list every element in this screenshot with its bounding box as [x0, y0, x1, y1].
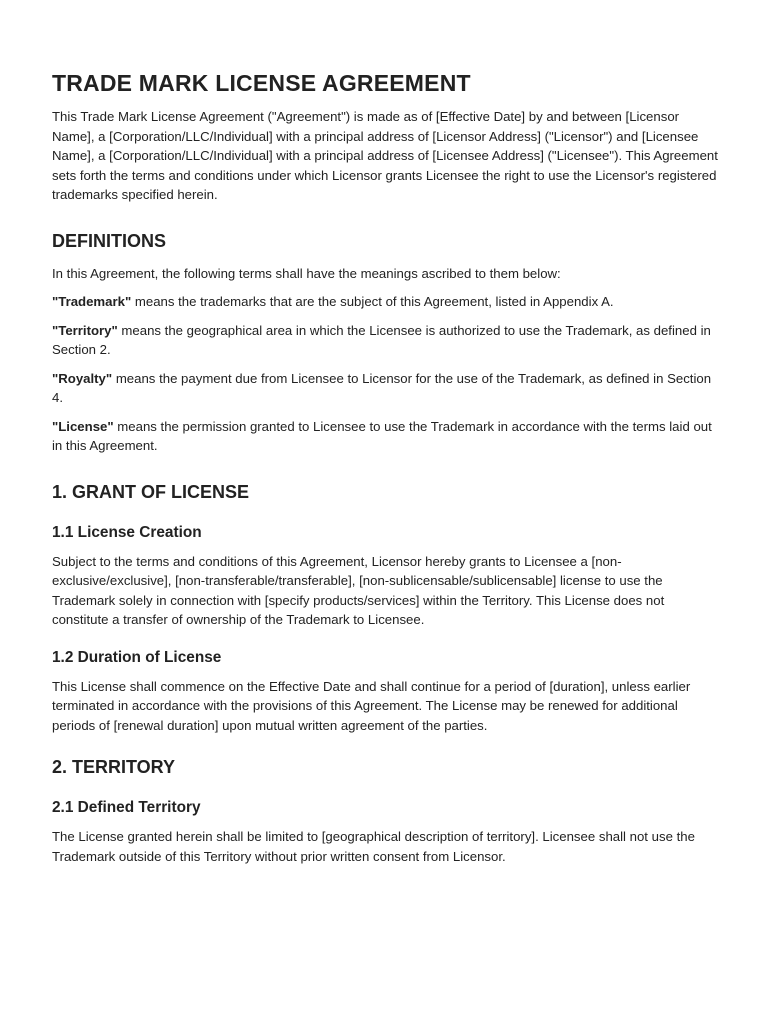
definition-trademark [52, 292, 720, 312]
document-title: TRADE MARK LICENSE AGREEMENT [52, 70, 471, 96]
subsection-spacer [52, 790, 720, 799]
definition-term: "License" [52, 418, 114, 434]
subsection-spacer [52, 630, 720, 649]
definition-text: means the permission granted to Licensee to use the Trademark in accordance with the terms laid out in this Agreement. [52, 418, 712, 453]
definition-term: "Territory" [52, 322, 118, 338]
definition-text: means the payment due from Licensee to Licensor for the use of the Trademark, as defined in Section 4. [52, 370, 712, 405]
section-spacer [52, 465, 720, 482]
definition-license [52, 417, 720, 456]
section-1-2-text: This License shall commence on the Effective Date and shall continue for a period of [duration], unless earlier terminated in accordance with the provisions of this Agreement. The License may be renewed for additional periods of [renewal duration] upon mutual written agreement of the parties. [52, 678, 691, 733]
intro-paragraph: This Trade Mark License Agreement ("Agreement") is made as of [Effective Date] by and between [Licensor Name], a [Corporation/LLC/Individual] with a principal address of [Licensor Address] ("Licensor") and [Licensee Name], a [Corporation/LLC/Individual] with a principal address of [Licensee Address] ("Licensee"). This Agreement sets forth the terms and conditions under which Licensor grants Licensee the right to use the Licensor's registered trademarks specified herein. [52, 109, 718, 202]
definition-territory [52, 321, 720, 360]
section-2-1-text: The License granted herein shall be limited to [geographical description of territory]. Licensee shall not use the Trademark outside of this Territory without prior written consent from Licensor. [52, 829, 695, 864]
section-1-2-heading: 1.2 Duration of License [52, 648, 222, 666]
section-spacer [52, 735, 720, 757]
definition-text: means the trademarks that are the subject of this Agreement, listed in Appendix A. [131, 294, 614, 309]
definition-royalty [52, 369, 720, 408]
definition-text: means the geographical area in which the Licensee is authorized to use the Trademark, as defined in Section 2. [52, 322, 711, 357]
section-2-heading: 2. TERRITORY [52, 757, 176, 777]
section-1-1-text: Subject to the terms and conditions of this Agreement, Licensor hereby grants to Licensee a [non-exclusive/exclusive], [non-transferable/transferable], [non-sublicensable/sublicensable] license to use the Trademark solely in connection with [specify products/services] within the Territory. This License does not constitute a transfer of ownership of the Trademark to Licensee. [52, 553, 665, 627]
section-1-1-heading: 1.1 License Creation [52, 523, 202, 541]
definitions-lead: In this Agreement, the following terms shall have the meanings ascribed to them below: [52, 265, 561, 281]
subsection-spacer [52, 515, 720, 524]
section-2-1-heading: 2.1 Defined Territory [52, 799, 201, 816]
definition-term: "Trademark" [52, 294, 132, 309]
section-1-heading: 1. GRANT OF LICENSE [52, 481, 250, 502]
definitions-heading: DEFINITIONS [52, 230, 167, 251]
definition-term: "Royalty" [52, 370, 113, 386]
